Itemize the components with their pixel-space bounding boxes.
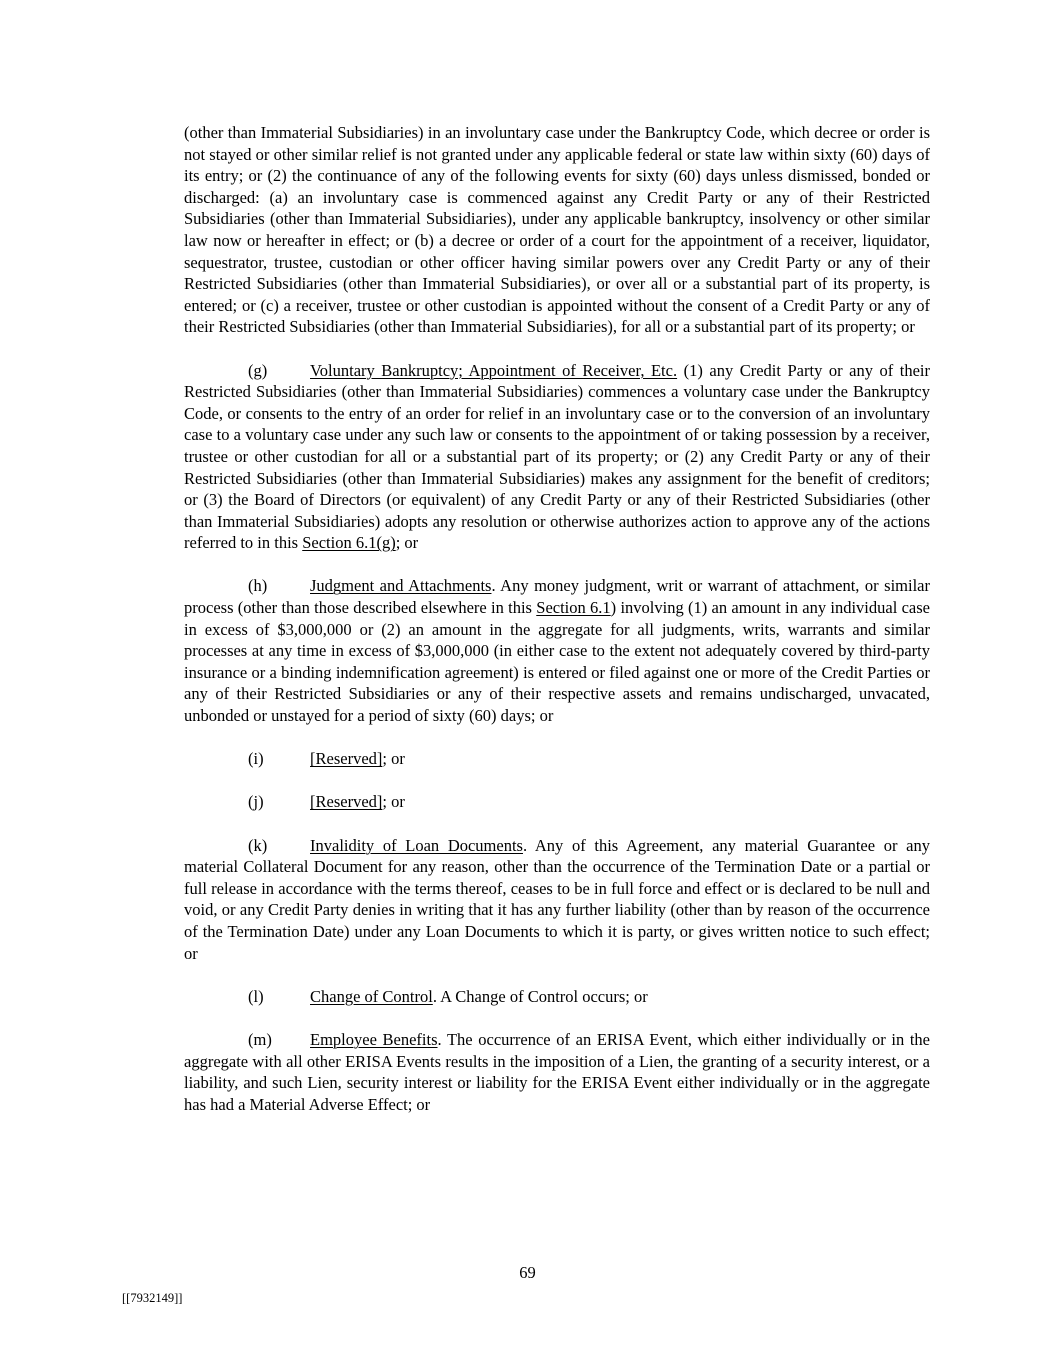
body-text: (1) any Credit Party or any of their Restricted Subsidiaries (other than Immaterial Subsidiaries) commences a voluntary case under the Bankruptcy Code, or consents to the entry of an order for relief in an involuntary case or to the conversion of an involuntary case to a voluntary case under any such law or consents to the appointment of or taking possession by a receiver, trustee or other custodian for all or a substantial part of its property; or (2) any Credit Party or any of their Restricted Subsidiaries (other than Immaterial Subsidiaries) makes any assignment for the benefit of creditors; or (3) the Board of Directors (or equivalent) of any Credit Party or any of their Restricted Subsidiaries (other than Immaterial Subsidiaries) adopts any resolution or otherwise authorizes action to approve any of the actions referred to in this bbox=[184, 360, 930, 553]
clause-h-judgment-and-attachments bbox=[184, 575, 930, 726]
underlined-text: Employee Benefits bbox=[310, 1029, 438, 1049]
clause-m-employee-benefits bbox=[184, 1029, 930, 1115]
paragraph-label: (h) bbox=[248, 576, 268, 596]
page-number: 69 bbox=[519, 1263, 536, 1282]
body-text: . The occurrence of an ERISA Event, which either individually or in the aggregate with all other ERISA Events results in the imposition of a Lien, the granting of a security interest, or a liability, and such Lien, security interest or liability for the ERISA Event either individually or in the aggregate has had a Material Adverse Effect; or bbox=[184, 1029, 930, 1114]
continuation-paragraph bbox=[184, 122, 930, 338]
clause-g-voluntary-bankruptcy bbox=[184, 360, 930, 554]
underlined-text: Voluntary Bankruptcy; Appointment of Receiver, Etc. bbox=[310, 360, 678, 380]
document-id-stamp: [[7932149]] bbox=[122, 1291, 183, 1305]
underlined-text: Section 6.1 bbox=[536, 598, 611, 618]
body-text: . Any money judgment, writ or warrant of attachment, or similar process (other than those described elsewhere in this bbox=[184, 576, 930, 618]
underlined-text: Section 6.1(g) bbox=[302, 533, 396, 553]
body-text: . A Change of Control occurs; or bbox=[432, 986, 648, 1006]
body-text: . Any of this Agreement, any material Guarantee or any material Collateral Document for any reason, other than the occurrence of the Termination Date or a partial or full release in accordance with the terms thereof, ceases to be in full force and effect or is declared to be null and void, or any Credit Party denies in writing that it has any further liability (other than by reason of the occurrence of the Termination Date) under any Loan Documents to which it is party, or gives written notice to such effect; or bbox=[184, 835, 930, 963]
clause-i-reserved bbox=[184, 748, 930, 770]
paragraph-label: (k) bbox=[248, 835, 268, 855]
underlined-text: Invalidity of Loan Documents bbox=[310, 835, 523, 855]
underlined-text: [Reserved] bbox=[310, 792, 383, 812]
paragraph-label: (j) bbox=[248, 792, 264, 812]
body-text: ) involving (1) an amount in any individual case in excess of $3,000,000 or (2) an amount in the aggregate for all judgments, writs, warrants and similar processes at any time in excess of $3,000,000 (in either case to the extent not adequately covered by third-party insurance or a binding indemnification agreement) is entered or filed against one or more of the Credit Parties or any of their Restricted Subsidiaries or any of their respective assets and remains undischarged, unvacated, unbonded or unstayed for a period of sixty (60) days; or bbox=[184, 598, 930, 726]
paragraph-label: (m) bbox=[248, 1029, 272, 1049]
body-text: (other than Immaterial Subsidiaries) in an involuntary case under the Bankruptcy Code, which decree or order is not stayed or other similar relief is not granted under any applicable federal or state law within sixty (60) days of its entry; or (2) the continuance of any of the following events for sixty (60) days unless dismissed, bonded or discharged: (a) an involuntary case is commenced against any Credit Party or any of their Restricted Subsidiaries (other than Immaterial Subsidiaries), under any applicable bankruptcy, insolvency or other similar law now or hereafter in effect; or (b) a decree or order of a court for the appointment of a receiver, liquidator, sequestrator, trustee, custodian or other officer having similar powers over any Credit Party or any of their Restricted Subsidiaries (other than Immaterial Subsidiaries), or over all or a substantial part of its property, is entered; or (c) a receiver, trustee or other custodian is appointed without the consent of a Credit Party or any of their Restricted Subsidiaries (other than Immaterial Subsidiaries), for all or a substantial part of its property; or bbox=[184, 123, 930, 337]
clause-j-reserved bbox=[184, 791, 930, 813]
document-body bbox=[184, 122, 930, 1137]
paragraph-label: (i) bbox=[248, 749, 264, 769]
underlined-text: Change of Control bbox=[310, 986, 433, 1006]
paragraph-label: (l) bbox=[248, 986, 264, 1006]
underlined-text: [Reserved] bbox=[310, 749, 383, 769]
body-text: ; or bbox=[382, 792, 405, 812]
body-text: ; or bbox=[382, 749, 405, 769]
paragraph-label: (g) bbox=[248, 360, 268, 380]
clause-k-invalidity-of-loan-documents bbox=[184, 835, 930, 965]
clause-l-change-of-control bbox=[184, 986, 930, 1008]
underlined-text: Judgment and Attachments bbox=[310, 576, 492, 596]
body-text: ; or bbox=[395, 533, 419, 553]
